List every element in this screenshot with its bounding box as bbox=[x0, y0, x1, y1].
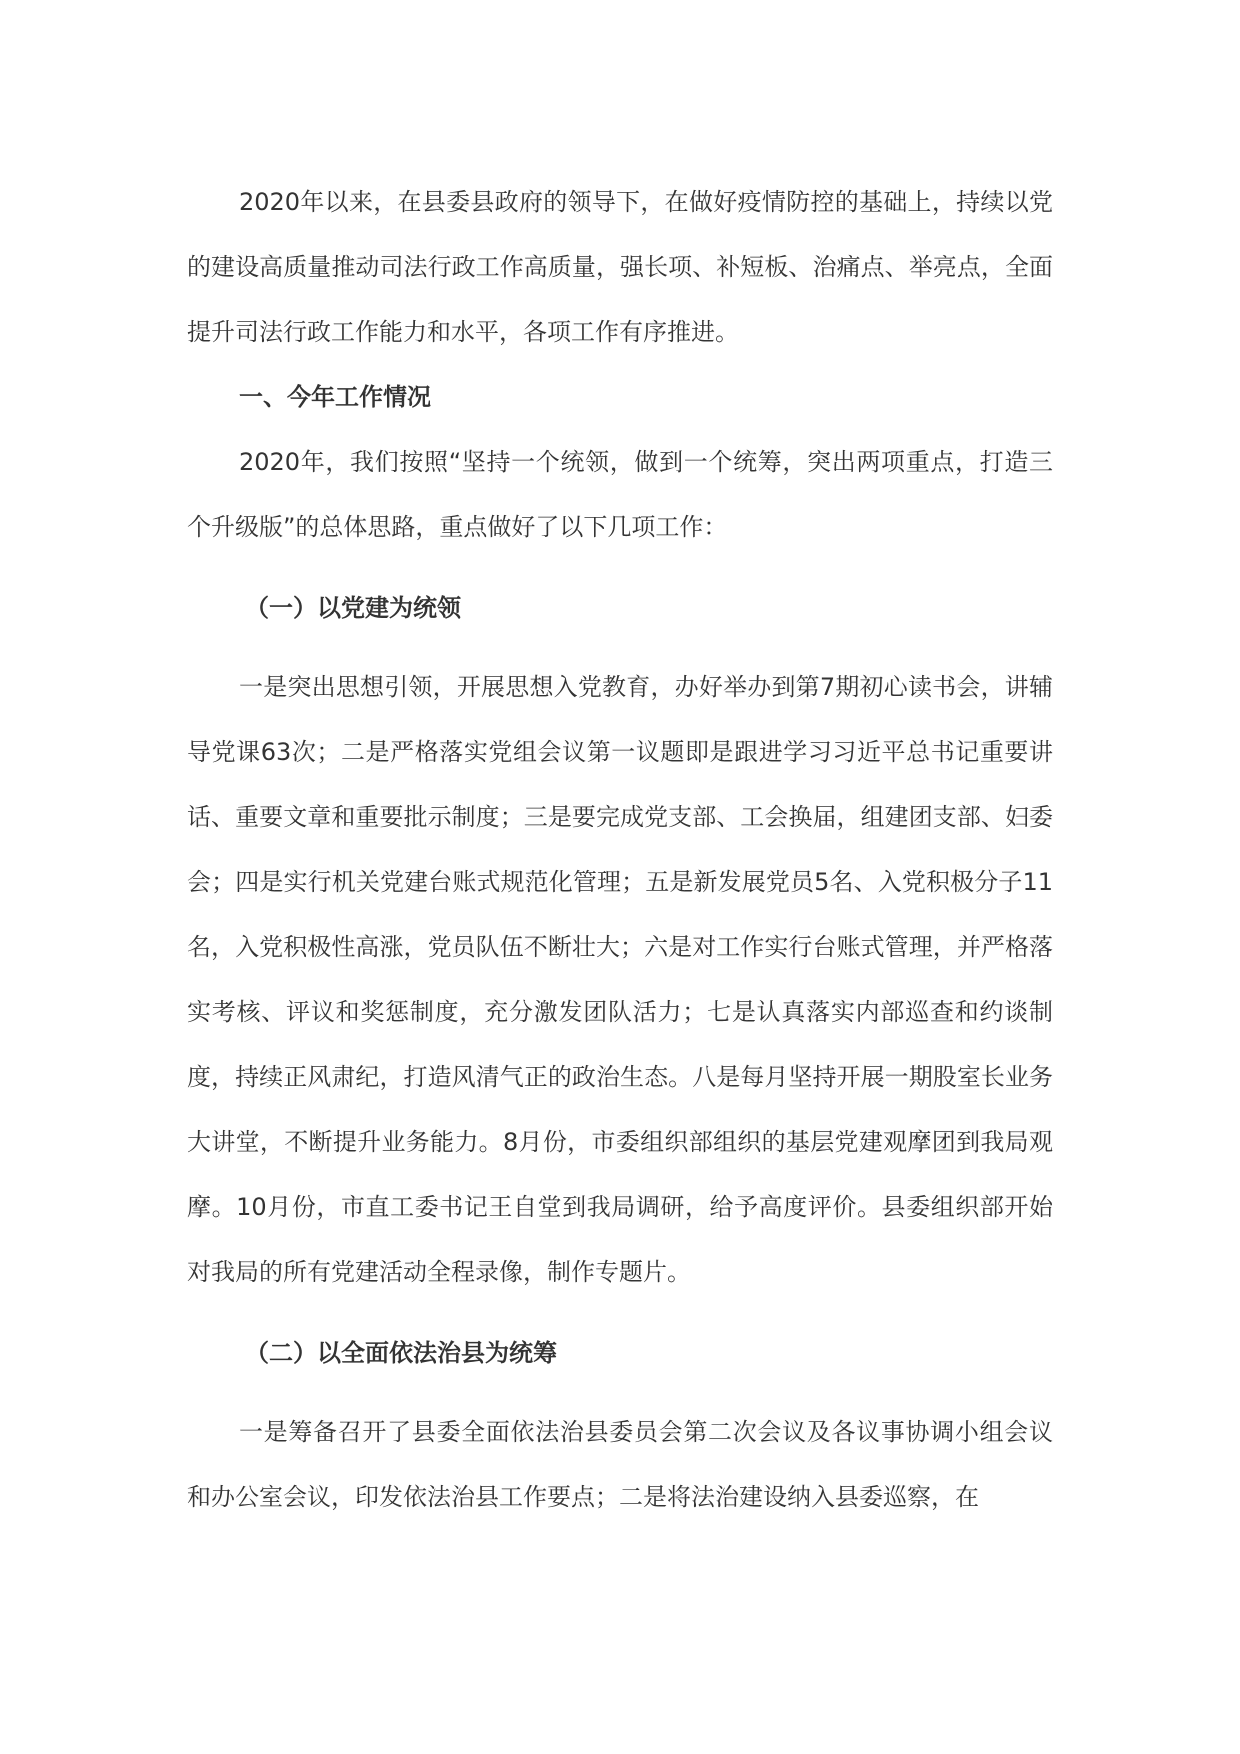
section-1-paragraph: 2020年，我们按照“坚持一个统领，做到一个统筹，突出两项重点，打造三个升级版”的总体思路，重点做好了以下几项工作： bbox=[187, 448, 1053, 541]
subsection-2-heading: （二）以全面依法治县为统筹 bbox=[245, 1339, 557, 1367]
subsection-1-heading: （一）以党建为统领 bbox=[245, 594, 461, 622]
subsection-1-paragraph: 一是突出思想引领，开展思想入党教育，办好举办到第7期初心读书会，讲辅导党课63次；二是严格落实党组会议第一议题即是跟进学习习近平总书记重要讲话、重要文章和重要批示制度；三是要完成党支部、工会换届，组建团支部、妇委会；四是实行机关党建台账式规范化管理；五是新发展党员5名、入党积极分子11名，入党积极性高涨，党员队伍不断壮大；六是对工作实行台账式管理，并严格落实考核、评议和奖惩制度，充分激发团队活力；七是认真落实内部巡查和约谈制度，持续正风肃纪，打造风清气正的政治生态。八是每月坚持开展一期股室长业务大讲堂，不断提升业务能力。8月份，市委组织部组织的基层党建观摩团到我局观摩。10月份，市直工委书记王自堂到我局调研，给予高度评价。县委组织部开始对我局的所有党建活动全程录像，制作专题片。 bbox=[187, 673, 1053, 1286]
section-1-heading: 一、今年工作情况 bbox=[239, 383, 431, 411]
subsection-2-paragraph: 一是筹备召开了县委全面依法治县委员会第二次会议及各议事协调小组会议和办公室会议，印发依法治县工作要点；二是将法治建设纳入县委巡察，在 bbox=[187, 1418, 1053, 1511]
document-page bbox=[187, 170, 1053, 1530]
intro-paragraph: 2020年以来，在县委县政府的领导下，在做好疫情防控的基础上，持续以党的建设高质量推动司法行政工作高质量，强长项、补短板、治痛点、举亮点，全面提升司法行政工作能力和水平，各项工作有序推进。 bbox=[187, 188, 1053, 346]
